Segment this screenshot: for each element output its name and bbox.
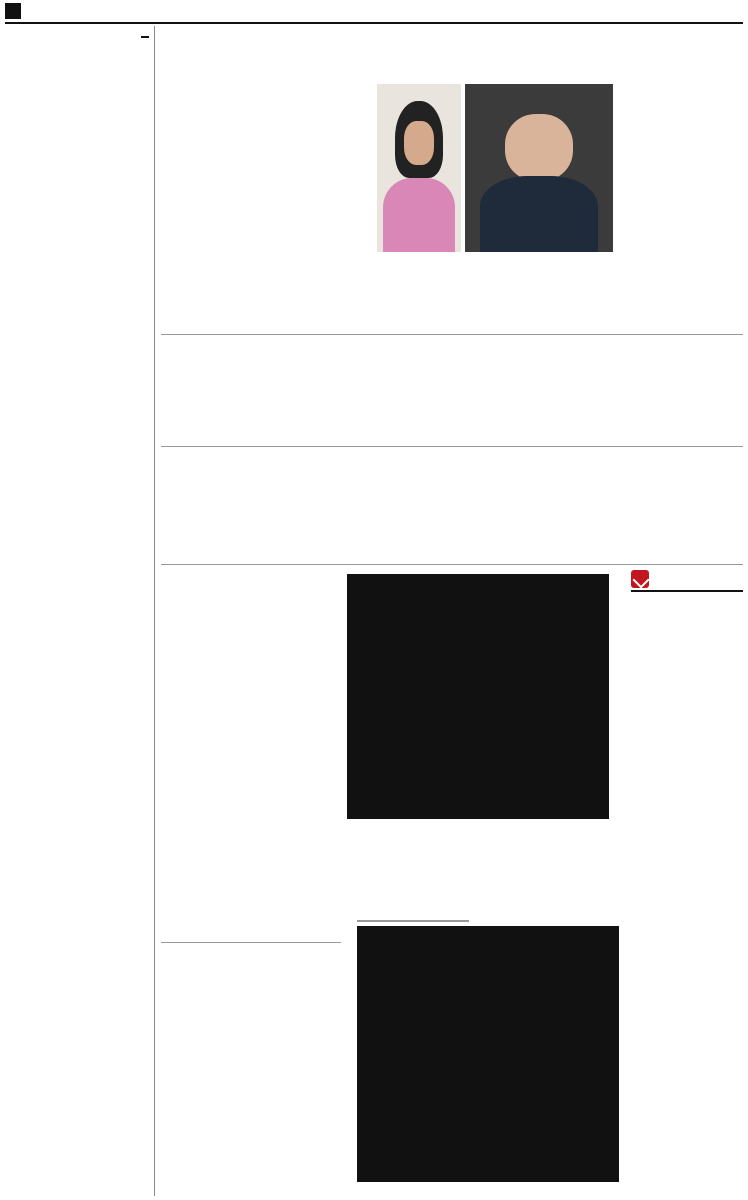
photo-shape [404, 121, 434, 165]
security-story [161, 340, 743, 444]
lead-story [161, 26, 743, 332]
photo-shape [505, 114, 573, 181]
divider [161, 334, 743, 335]
police-body [161, 966, 341, 1194]
security-body-3 [161, 340, 297, 444]
lower-left-stories [161, 570, 341, 1196]
masthead [5, 0, 743, 24]
lead-body-2 [377, 256, 613, 330]
divider [161, 942, 341, 943]
lead-body-3 [161, 74, 373, 330]
arrest-body-1 [603, 470, 743, 560]
solution-grid [357, 926, 619, 1182]
photo-shape [480, 176, 598, 252]
page-number [5, 3, 21, 19]
crossword-header [631, 570, 743, 592]
solution-title [357, 920, 469, 922]
main-column [161, 26, 743, 1196]
photo-shape [383, 178, 455, 252]
divider [161, 446, 743, 447]
arrest-body-2 [457, 470, 597, 560]
security-body-1 [599, 340, 743, 444]
row-numbers [611, 574, 625, 817]
crossword-solution [347, 920, 619, 1182]
divider [161, 564, 743, 565]
crossword-grid[interactable] [347, 574, 609, 819]
crossword-section [347, 570, 743, 1196]
crossword-logo-icon [631, 570, 649, 588]
lead-body-1 [619, 74, 743, 330]
suspect-photo-woman [377, 84, 461, 252]
section-tag [5, 3, 25, 19]
arrest-story [161, 450, 743, 562]
crossword-puzzle [347, 574, 625, 819]
sidebar-news [5, 26, 155, 1196]
suspect-photo-man [465, 84, 613, 252]
arrest-body-4 [161, 470, 305, 560]
sidebar-label [141, 36, 149, 38]
gas-body [161, 606, 341, 936]
arrest-body-3 [311, 470, 451, 560]
security-body-2 [303, 390, 593, 444]
crossword-clues [631, 594, 743, 1194]
